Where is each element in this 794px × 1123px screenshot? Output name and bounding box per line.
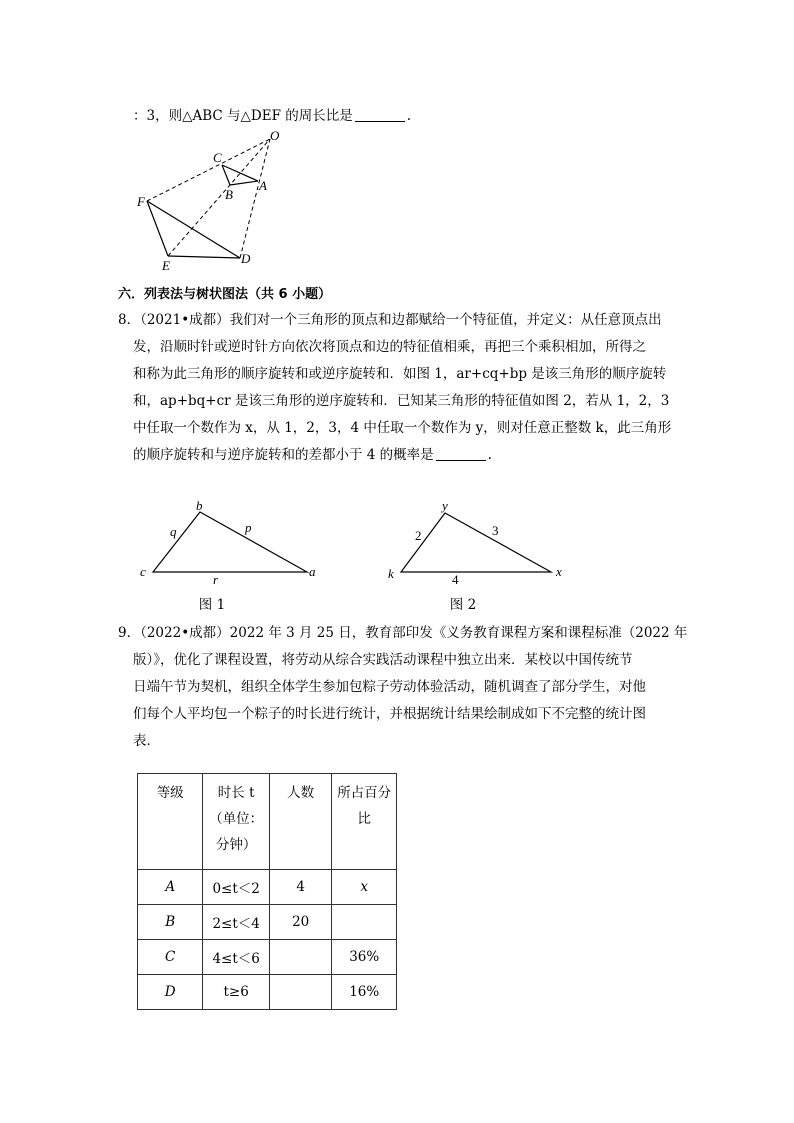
answer-blank <box>355 121 405 122</box>
q7-end: . <box>406 108 412 124</box>
label-a: A <box>259 178 267 193</box>
figure-1 <box>135 498 325 586</box>
q9-line-3: 日端午节为契机，组织全体学生参加包粽子劳动体验活动，随机调查了部分学生，对他 <box>133 679 646 695</box>
vertex-y: y <box>442 498 448 513</box>
cell-duration: 0≤t＜2 <box>203 870 270 905</box>
side-q: q <box>170 524 177 539</box>
vertex-k: k <box>388 566 394 581</box>
header-duration: 时长 t （单位： 分钟） <box>203 774 270 870</box>
dashed-fo <box>147 139 270 201</box>
triangle-1 <box>153 512 307 572</box>
q7-text: ：3，则△ABC 与△DEF 的周长比是 <box>133 108 353 124</box>
cell-duration: 4≤t＜6 <box>203 940 270 975</box>
vertex-c: c <box>140 564 146 579</box>
segment-ba <box>230 181 258 185</box>
q9-line-1 <box>118 620 698 647</box>
label-f: F <box>137 194 145 209</box>
cell-percent <box>332 905 397 940</box>
q8-number: 8． <box>118 312 141 328</box>
cell-percent: 16% <box>332 975 397 1010</box>
cell-count: 20 <box>269 905 331 940</box>
q8-line-3: 和称为此三角形的顺序旋转和或逆序旋转和．如图 1，ar+cq+bp 是该三角形的顺序旋转 <box>133 366 667 382</box>
label-e: E <box>162 258 170 273</box>
q9-source: （2022•成都） <box>140 625 230 641</box>
triangle-2 <box>401 513 551 572</box>
q8-line-2: 发，沿顺时针或逆时针方向依次将顶点和边的特征值相乘，再把三个乘积相加，所得之 <box>133 339 646 355</box>
q8-line-6 <box>118 442 698 469</box>
vertex-x: x <box>556 564 562 579</box>
dashed-do <box>240 139 270 258</box>
cell-duration: 2≤t＜4 <box>203 905 270 940</box>
q8-text-end: 的顺序旋转和与逆序旋转和的差都小于 4 的概率是 <box>133 447 434 463</box>
segment-fd <box>147 201 240 258</box>
figure-1-caption: 图 1 <box>198 597 226 613</box>
header-percent: 所占百分 比 <box>332 774 397 870</box>
table-header-row <box>138 774 397 870</box>
question-9 <box>118 620 698 755</box>
header-count: 人数 <box>269 774 331 870</box>
q8-text: 我们对一个三角形的顶点和边都赋给一个特征值，并定义：从任意顶点出 <box>229 312 662 328</box>
table-row <box>138 905 397 940</box>
label-b: B <box>225 187 233 202</box>
cell-count: 4 <box>269 870 331 905</box>
q9-text: 2022 年 3 月 25 日，教育部印发《义务教育课程方案和课程标准（2022 年 <box>229 625 688 641</box>
side-3: 3 <box>492 523 499 538</box>
q9-line-4: 们每个人平均包一个粽子的时长进行统计，并根据统计结果绘制成如下不完整的统计图 <box>133 706 646 722</box>
cell-duration: t≥6 <box>203 975 270 1010</box>
stat-table <box>137 773 397 1010</box>
cell-count <box>269 940 331 975</box>
cell-percent: 36% <box>332 940 397 975</box>
figure-2 <box>385 498 575 586</box>
cell-count <box>269 975 331 1010</box>
figure-2-caption: 图 2 <box>449 597 477 613</box>
q9-line-5: 表． <box>133 733 160 749</box>
cell-percent: x <box>332 870 397 905</box>
side-p: p <box>245 520 252 535</box>
table-row <box>138 940 397 975</box>
side-4: 4 <box>452 572 459 586</box>
side-r: r <box>213 572 219 586</box>
cell-level: C <box>138 940 203 975</box>
q8-line-4: 和，ap+bq+cr 是该三角形的逆序旋转和．已知某三角形的特征值如图 2，若从 1，2，3 <box>133 393 670 409</box>
cell-level: B <box>138 905 203 940</box>
vertex-b: b <box>196 498 203 513</box>
q7-tail <box>133 104 411 124</box>
segment-ed <box>168 256 240 258</box>
q8-line-5: 中任取一个数作为 x，从 1，2，3，4 中任取一个数作为 y，则对任意正整数 k，此三角形 <box>133 420 672 436</box>
q8-line-1 <box>118 307 698 334</box>
q9-line-2: 版）》，优化了课程设置，将劳动从综合实践活动课程中独立出来．某校以中国传统节 <box>133 652 633 668</box>
header-level: 等级 <box>138 774 203 870</box>
question-8 <box>118 307 698 469</box>
side-2: 2 <box>415 528 422 543</box>
vertex-a: a <box>309 564 316 579</box>
label-c: C <box>213 150 222 165</box>
q8-source: （2021•成都） <box>140 312 230 328</box>
cell-level: D <box>138 975 203 1010</box>
section-heading: 六．列表法与树状图法（共 6 小题） <box>118 287 332 302</box>
label-d: D <box>241 251 251 266</box>
answer-blank <box>436 460 486 461</box>
figure-q7 <box>130 125 290 275</box>
segment-fe <box>147 201 168 256</box>
label-o: O <box>270 128 280 143</box>
table-row <box>138 975 397 1010</box>
table-row <box>138 870 397 905</box>
cell-level: A <box>138 870 203 905</box>
q8-end: . <box>487 447 492 463</box>
q9-number: 9． <box>118 625 141 641</box>
